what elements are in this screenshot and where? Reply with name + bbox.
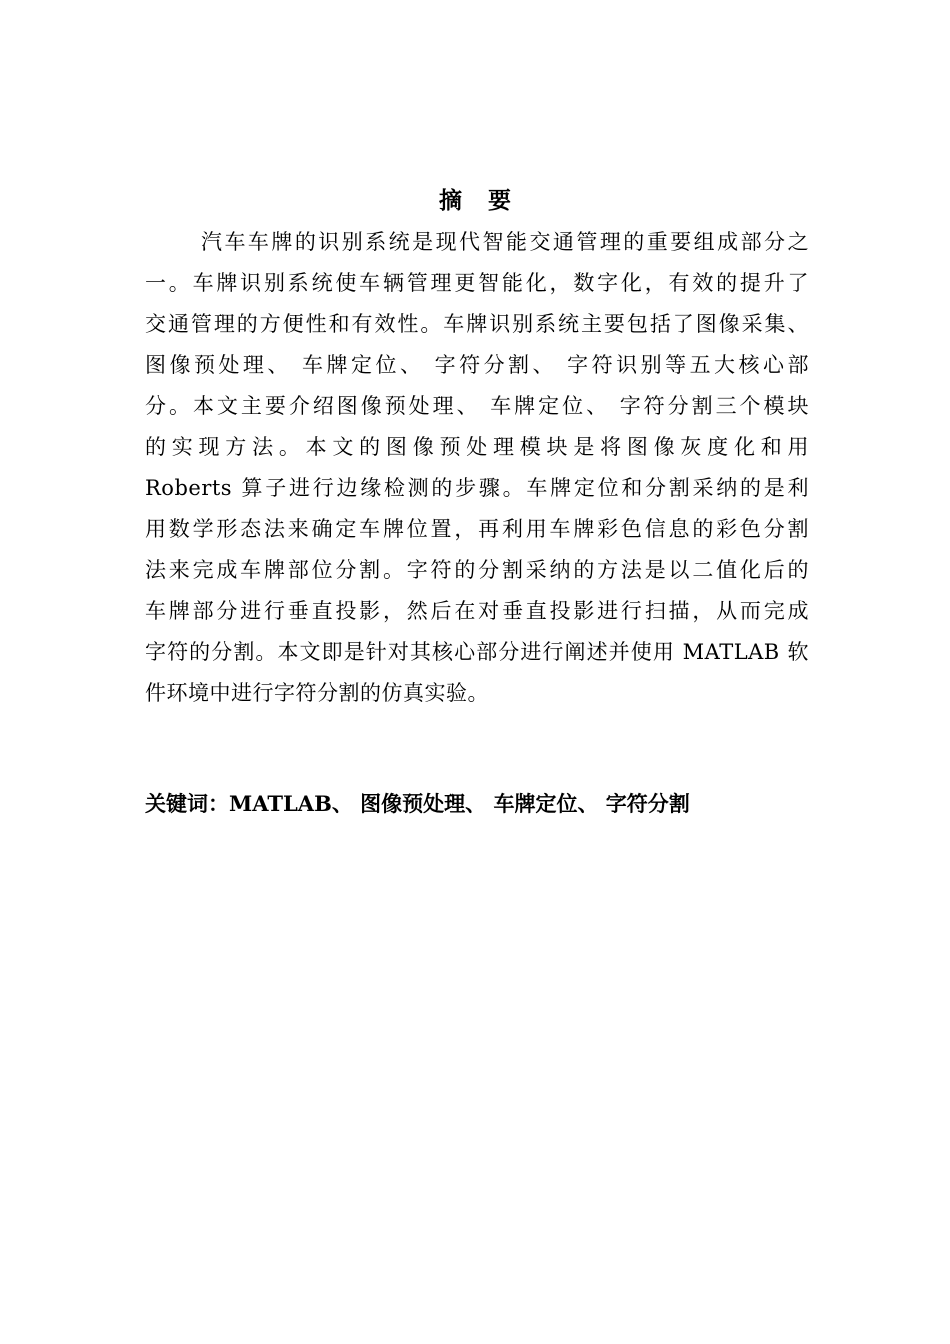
abstract-line: 汽车车牌的识别系统是现代智能交通管理的重要组成部分之 bbox=[201, 230, 809, 254]
abstract-line: 分。本文主要介绍图像预处理、 车牌定位、 字符分割三个模块 bbox=[145, 394, 809, 418]
abstract-line: 车牌部分进行垂直投影，然后在对垂直投影进行扫描，从而完成 bbox=[145, 599, 809, 623]
heading-char-2: 要 bbox=[488, 187, 511, 214]
abstract-body bbox=[145, 222, 809, 714]
abstract-line: 交通管理的方便性和有效性。车牌识别系统主要包括了图像采集、 bbox=[145, 312, 809, 336]
abstract-line: 件环境中进行字符分割的仿真实验。 bbox=[145, 681, 489, 705]
abstract-line: 字符的分割。本文即是针对其核心部分进行阐述并使用 MATLAB 软 bbox=[145, 640, 809, 664]
abstract-heading bbox=[0, 183, 950, 219]
heading-char-1: 摘 bbox=[439, 187, 462, 214]
abstract-line: 法来完成车牌部位分割。字符的分割采纳的方法是以二值化后的 bbox=[145, 558, 809, 582]
abstract-line: 的实现方法。本文的图像预处理模块是将图像灰度化和用 bbox=[145, 435, 809, 459]
keywords-line: 关键词：MATLAB、 图像预处理、 车牌定位、 字符分割 bbox=[145, 791, 690, 816]
abstract-line: 一。车牌识别系统使车辆管理更智能化，数字化，有效的提升了 bbox=[145, 271, 809, 295]
abstract-line: 图像预处理、 车牌定位、 字符分割、 字符识别等五大核心部 bbox=[145, 353, 809, 377]
abstract-line: Roberts 算子进行边缘检测的步骤。车牌定位和分割采纳的是利 bbox=[145, 476, 809, 500]
abstract-line: 用数学形态法来确定车牌位置，再利用车牌彩色信息的彩色分割 bbox=[145, 517, 809, 541]
